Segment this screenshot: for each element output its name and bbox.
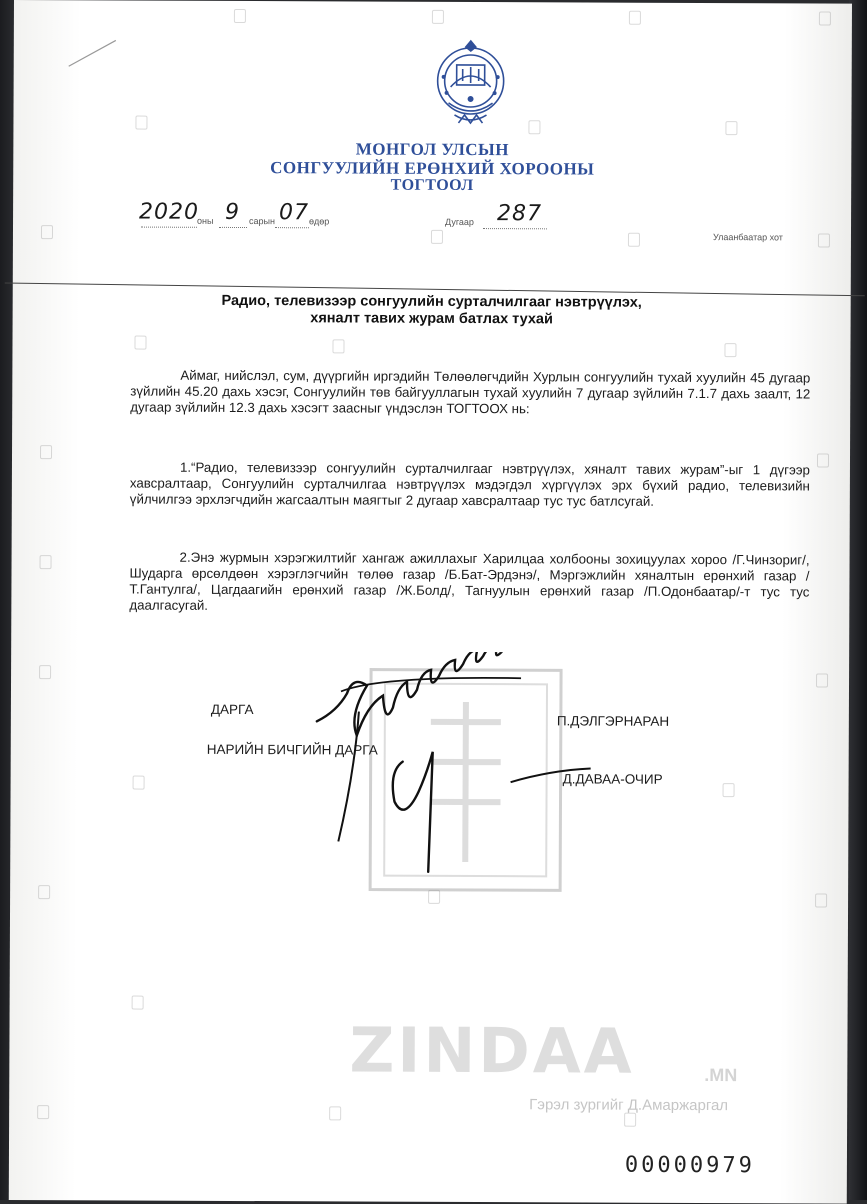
state-emblem-icon (428, 37, 512, 133)
header-resolution: ТОГТООЛ (390, 176, 474, 195)
pencil-mark (64, 34, 124, 74)
serial-number: 00000979 (624, 1152, 755, 1179)
header-country: МОНГОЛ УЛСЫН (355, 139, 510, 160)
watermark-photo-credit: Гэрэл зургийг Д.Амаржаргал (529, 1096, 729, 1115)
date-day-line (275, 227, 309, 228)
watermark-tile-icon (332, 339, 344, 353)
secretary-title: НАРИЙН БИЧГИЙН ДАРГА (206, 741, 378, 758)
watermark-tile-icon (40, 445, 52, 459)
watermark-tile-icon (234, 9, 246, 23)
watermark-tile-icon (818, 234, 830, 248)
watermark-tile-icon (629, 11, 641, 25)
watermark-tile-icon (40, 555, 52, 569)
date-day: 07 (279, 200, 310, 226)
date-year-suffix: оны (197, 215, 214, 226)
watermark-tile-icon (41, 225, 53, 239)
watermark-tile-icon (135, 116, 147, 130)
watermark-tile-icon (528, 120, 540, 134)
body-paragraph-2: 1.“Радио, телевизээр сонгуулийн сурталчилгааг нэвтрүүлэх, хяналт тавих журам”-ыг 1 дүгээр хавсралтаар, Сонгуулийн сурталчилгаа нэвтрүүлэх мэдэгдэл хүргүүлэх эрх бүхий радио, телевизийн үйлчилгээ эрхлэгчдийн жагсаалтын маягтыг 2 дугаар хавсралтаар тус тус батлсугай. (129, 459, 810, 509)
number-line (483, 228, 547, 229)
date-month-suffix: сарын (249, 216, 276, 227)
resolution-number: 287 (497, 201, 543, 227)
desk-background-right (849, 0, 867, 1200)
watermark-tile-icon (39, 665, 51, 679)
watermark-tile-icon (431, 230, 443, 244)
secretary-name: Д.ДАВАА-ОЧИР (562, 771, 663, 787)
body-paragraph-1: Аймаг, нийслэл, сум, дүүргийн иргэдийн Төлөөлөгчдийн Хурлын сонгуулийн тухай хуулийн 45 дугаар зүйлийн 45.20 дахь хэсэг, Сонгуулийн төв байгууллагын тухай хуулийн 7 дугаар зүйлийн 7.1.7 дахь заалт, 12 дугаар зүйлийн 12.3 дахь хэсэгт заасныг үндэслэн ТОГТООХ нь: (130, 367, 811, 417)
watermark-tile-icon (38, 885, 50, 899)
date-month: 9 (225, 199, 241, 225)
watermark-tile-icon (132, 996, 144, 1010)
watermark-tile-icon (724, 343, 736, 357)
watermark-domain: .MN (704, 1065, 738, 1086)
date-year: 2020 (139, 199, 200, 225)
watermark-tile-icon (815, 894, 827, 908)
watermark-tile-icon (133, 776, 145, 790)
document-title-line2: хяналт тавих журам батлах тухай (310, 310, 553, 328)
watermark-tile-icon (817, 454, 829, 468)
document-title-line1: Радио, телевизээр сонгуулийн сурталчилгааг нэвтрүүлэх, (221, 292, 642, 311)
watermark-tile-icon (819, 12, 831, 26)
watermark-tile-icon (432, 10, 444, 24)
watermark-brand: ZINDAA (349, 1013, 635, 1088)
handwritten-signatures (310, 651, 731, 893)
header-commission: СОНГУУЛИЙН ЕРӨНХИЙ ХОРООНЫ (270, 158, 595, 179)
chair-name: П.ДЭЛГЭРНАРАН (556, 713, 670, 729)
date-day-suffix: өдөр (309, 216, 330, 227)
body-paragraph-3: 2.Энэ журмын хэрэгжилтийг хангаж ажиллахыг Харилцаа холбооны зохицуулах хороо /Г.Чинзориг/, Шударга өрсөлдөөн хэрэглэгчийн төлөө газар /Б.Бат-Эрдэнэ/, Мэргэжлийн хяналтын ерөнхий газар /Т.Гантулга/, Цагдаагийн ерөнхий газар /Ж.Болд/, Тагнуулын ерөнхий газар /П.Одонбаатар/-т тус тус даалгасугай. (129, 549, 810, 613)
city-label: Улаанбаатар хот (712, 232, 783, 243)
watermark-tile-icon (816, 674, 828, 688)
watermark-tile-icon (37, 1105, 49, 1119)
date-year-line (141, 227, 197, 228)
watermark-tile-icon (329, 1106, 341, 1120)
watermark-tile-icon (628, 233, 640, 247)
watermark-tile-icon (624, 1113, 636, 1127)
watermark-tile-icon (725, 121, 737, 135)
date-month-line (219, 227, 247, 228)
chair-title: ДАРГА (210, 701, 254, 718)
watermark-tile-icon (134, 336, 146, 350)
document-page (9, 0, 852, 1204)
number-label: Дугаар (445, 216, 474, 228)
